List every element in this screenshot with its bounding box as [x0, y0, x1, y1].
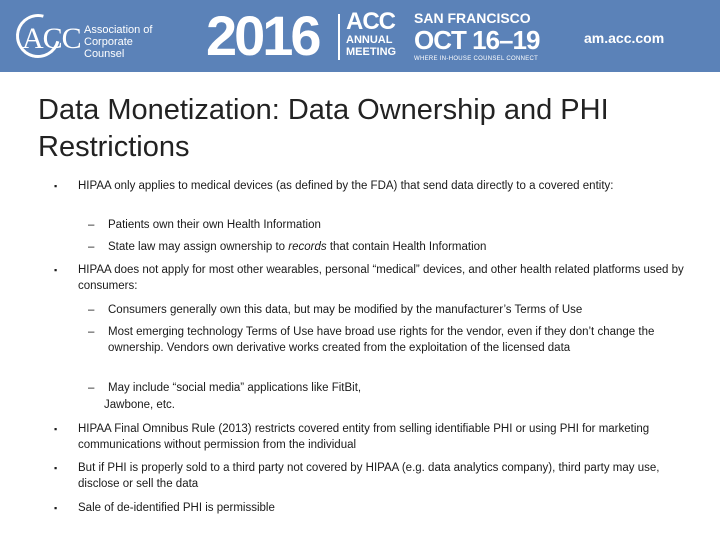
bullet-text: Sale of de-identified PHI is permissible — [78, 502, 275, 514]
square-bullet-icon: ▪ — [54, 503, 58, 513]
acc-logo-text: ACC — [22, 22, 81, 55]
sub-bullet-text-after: that contain Health Information — [326, 241, 487, 253]
dash-bullet-icon: – — [88, 219, 95, 231]
sub-bullet-text: Most emerging technology Terms of Use have broad use rights for the vendor, even if they don’t change the ownership. Vendors own derivative works created from the exploitation of the licensed data — [108, 326, 655, 354]
sub-bullet-text: Patients own their own Health Information — [108, 219, 321, 231]
sub-bullet-continuation: Jawbone, etc. — [104, 399, 175, 411]
square-bullet-icon: ▪ — [54, 265, 58, 275]
meeting-label: MEETING — [346, 46, 397, 58]
bullet-text: HIPAA does not apply for most other wearables, personal “medical” devices, and other health related platforms used by consumers: — [78, 264, 684, 292]
event-website-link[interactable]: am.acc.com — [584, 30, 665, 46]
event-year: 2016 — [206, 4, 319, 67]
dash-bullet-icon: – — [88, 241, 95, 253]
bullet-item — [54, 500, 688, 516]
square-bullet-icon: ▪ — [54, 424, 58, 434]
dash-bullet-icon: – — [88, 304, 95, 316]
bullet-text: HIPAA Final Omnibus Rule (2013) restricts covered entity from selling identifiable PHI or using PHI for marketing communications without permission from the individual — [78, 423, 650, 451]
bullet-item — [54, 421, 688, 453]
sub-bullet-emphasis: records — [288, 241, 327, 253]
event-city: SAN FRANCISCO — [414, 10, 531, 26]
annual-label: ANNUAL — [346, 34, 393, 46]
sub-bullet-item — [88, 302, 688, 318]
sub-bullet-item — [88, 380, 688, 396]
bullet-item — [54, 262, 688, 294]
sub-bullet-text-before: State law may assign ownership to — [108, 241, 289, 253]
acc-label: ACC — [346, 8, 395, 35]
bullet-text: HIPAA only applies to medical devices (as defined by the FDA) that send data directly to a covered entity: — [78, 180, 614, 192]
event-dates: OCT 16–19 — [414, 25, 540, 55]
dash-bullet-icon: – — [88, 326, 95, 338]
dash-bullet-icon: – — [88, 382, 95, 394]
square-bullet-icon: ▪ — [54, 463, 58, 473]
bullet-text: But if PHI is properly sold to a third party not covered by HIPAA (e.g. data analytics company), third party may use, disclose or sell the data — [78, 462, 660, 490]
event-tagline: WHERE IN-HOUSE COUNSEL CONNECT — [414, 56, 539, 62]
bullet-item — [54, 460, 688, 492]
bullet-item — [54, 178, 688, 194]
sub-bullet-item — [88, 324, 688, 356]
sub-bullet-item — [88, 217, 688, 233]
sub-bullet-text: Consumers generally own this data, but may be modified by the manufacturer’s Terms of Use — [108, 304, 583, 316]
square-bullet-icon: ▪ — [54, 181, 58, 191]
slide-title: Data Monetization: Data Ownership and PHI Restrictions — [38, 94, 609, 163]
association-name: Association of Corporate Counsel — [84, 24, 153, 60]
sub-bullet-item — [88, 239, 688, 255]
sub-bullet-text: May include “social media” applications like FitBit, — [108, 382, 362, 394]
